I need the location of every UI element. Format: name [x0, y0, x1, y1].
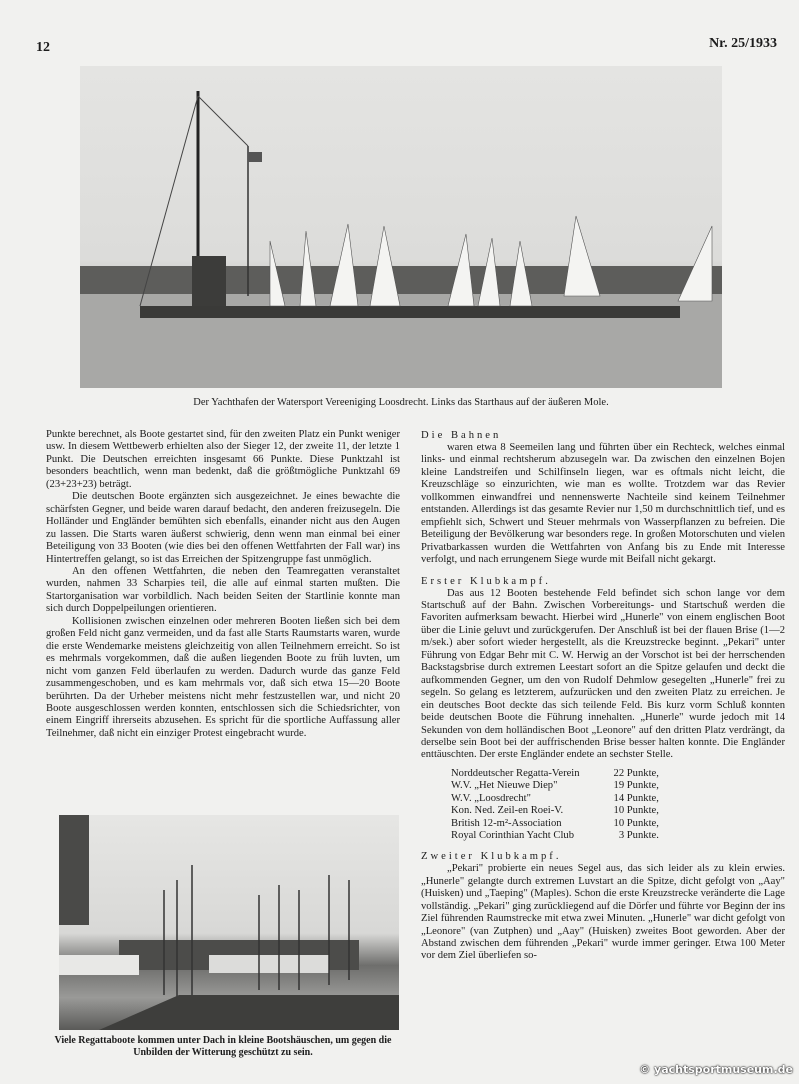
right-column [421, 429, 785, 963]
paragraph: Kollisionen zwischen einzelnen oder mehreren Booten ließen sich bei dem großen Feld nicht ganz vermeiden, und da fast alle Starts Raumstarts waren, wurde die erste Wendemarke meistens gleichzeitig von allen Teilnehmern erreicht. So ist es mehrmals vorgekommen, daß die außen liegenden Boote zu früh luvten, um nicht vom ganzen Feld überlaufen zu werden. Dadurch wurde das ganze Feld zusammengeschoben, und es kam mehrmals vor, daß sich etwa 15—20 Boote berührten. Da der Urheber meistens nicht mehr festzustellen war, und nicht 20 Boote ausgeschlossen werden konnten, entschlossen sich die Schiedsrichter, von einem Eingriff ihrerseits abzusehen. Es spricht für die sportliche Auffassung aller Teilnehmer, daß nicht ein einziger Protest eingebracht wurde. [46, 615, 400, 739]
paragraph: waren etwa 8 Seemeilen lang und führten über ein Rechteck, welches einmal links- und einmal rechtsherum abzusegeln war. Da zwischen den einzelnen Bojen kleine Landstreifen und Schilfinseln liegen, war es oftmals nicht leicht, die Kreuzschläge so einzurichten, wie man es wollte. Trotzdem war das Revier vollkommen einwandfrei und nennenswerte Nachteile sind keinem Teilnehmer entstanden. Allerdings ist das gesamte Revier nur 1,50 m durchschnittlich tief, und es empfiehlt sich, Schwert und Steuer mehrmals von Wasserpflanzen zu befreien. Die Beteiligung der Bevölkerung war besonders rege. In großen Motorschuten und vielen Privatbarkassen wurden die Wettfahrten von Anfang bis zu Ende mit Interesse verfolgt, und nach errungenem Siege wurde mit Beifall nicht gekargt. [421, 442, 785, 566]
club-name: Kon. Ned. Zeil-en Roei-V. [451, 805, 564, 817]
boathouse-photo [59, 815, 399, 1030]
watermark: © yachtsportmuseum.de [639, 1063, 793, 1076]
points: 10 Punkte, [613, 805, 659, 817]
paragraph: Das aus 12 Booten bestehende Feld befindet sich schon lange vor dem Startschuß auf der Bahn. Zwischen Vorbereitungs- und Startschuß werden die Favoriten aufmerksam bewacht. Hierbei wird „Hunerle" von einem englischen Boot über die Linie geluvt und zurückgerufen. Der Anschluß ist bei der flauen Brise (1—2 m/sek.) aber sofort wieder hergestellt, als die Kreuzstrecke beginnt. „Pekari" unter Führung von Edgar Behr mit C. W. Herwig an der Vorschot ist bei der herrschenden Backstagsbrise durch extremen Leestart sofort an die Spitze gelaufen und deckt die aufkommenden Gegner, um den von Rudolf Dehmlow gesegelten „Hunerle" frei zu segeln. So gelang es letzterem, aufzurücken und den zweiten Platz zu erreichen. Je ein deutsches Boot deckte das sich teilende Feld. Bis kurz vorm Schluß konnten beide deutschen Boote die Führung innehalten. „Hunerle" wurde jedoch mit 14 Sekunden von dem holländischen Boot „Leonore" auf den dritten Platz verdrängt, da derselbe sein Boot bei der auffrischenden Brise besser halten konnte. Die Engländer enttäuschten. Der erste Engländer endete an sechster Stelle. [421, 587, 785, 761]
section-heading-zweiter-klubkampf: Zweiter Klubkampf. [421, 851, 562, 863]
boathouse-illustration [59, 815, 399, 1030]
yacht-harbor-illustration [80, 66, 722, 388]
section-heading-die-bahnen: Die Bahnen [421, 430, 502, 441]
page-number: 12 [36, 40, 50, 55]
section-heading-erster-klubkampf: Erster Klubkampf. [421, 575, 551, 587]
results-table [451, 768, 659, 842]
club-name: W.V. „Loosdrecht" [451, 792, 531, 804]
table-row [451, 818, 659, 830]
club-name: Royal Corinthian Yacht Club [451, 829, 575, 841]
paragraph: Punkte berechnet, als Boote gestartet sind, für den zweiten Platz ein Punkt weniger usw. In diesem Wettbewerb erhielten also der Sieger 12, der zweite 11, der letzte 1 Punkt. Die Deutschen erreichten insgesamt 66 Punkte. Diese Punktzahl ist besonders beachtlich, wenn man bedenkt, daß die größtmögliche Punktzahl 69 (23+23+23) beträgt. [46, 429, 400, 490]
points: 19 Punkte, [613, 780, 659, 792]
paragraph: „Pekari" probierte ein neues Segel aus, das sich leider als zu klein erwies. „Hunerle" gelangte durch extremen Luvstart an die Spitze, dicht gefolgt von „Aay" (Huisken) und „Taeping" (Maples). Schon die erste Kreuzstrecke veränderte die Lage vollständig. „Pekari" ging zurückliegend auf die Dörfer und führte vor Beginn der ins Ziel führenden Raumstrecke mit etwa zwei Minuten. „Hunerle" war dicht gefolgt von „Leonore" (van Zutphen) und „Aay" (Huisken) zweites Boot geworden. Aber der Abstand zwischen dem führenden „Pekari" wurde immer geringer. Etwa 100 Meter vor dem Ziel überliefen so- [421, 863, 785, 962]
yacht-harbor-photo [80, 66, 722, 388]
photo-caption-boathouse: Viele Regattaboote kommen unter Dach in kleine Bootshäuschen, um gegen die Unbilden der Witterung geschützt zu sein. [54, 1035, 392, 1058]
table-row [451, 830, 659, 842]
table-row [451, 768, 659, 780]
club-name: British 12-m²-Association [451, 817, 562, 829]
club-name: W.V. „Het Nieuwe Diep" [451, 780, 558, 792]
table-row [451, 780, 659, 792]
club-name: Norddeutscher Regatta-Verein [451, 767, 580, 779]
left-column [46, 429, 400, 740]
issue-number: Nr. 25/1933 [709, 36, 777, 51]
paragraph: An den offenen Wettfahrten, die neben den Teamregatten veranstaltet wurden, nahmen 33 Scharpies teil, die alle auf einmal starten mußten. Die Startorganisation war vorbildlich. Nach beiden Seiten der Startlinie konnte man sich durch Doppelpeilungen orientieren. [46, 565, 400, 615]
points: 3 Punkte. [618, 829, 659, 841]
points: 22 Punkte, [613, 767, 659, 779]
photo-caption-harbor: Der Yachthafen der Watersport Vereeniging Loosdrecht. Links das Starthaus auf der äußeren Mole. [193, 397, 609, 408]
points: 14 Punkte, [613, 792, 659, 804]
points: 10 Punkte, [613, 817, 659, 829]
table-row [451, 793, 659, 805]
paragraph: Die deutschen Boote ergänzten sich ausgezeichnet. Je eines bewachte die schärfsten Gegner, und beide waren darauf bedacht, den anderen freizusegeln. Die Holländer und Engländer bemühten sich ebenfalls, einander nicht aus den Augen zu lassen. Die Starts waren äußerst schwierig, denn wenn man einmal bei einer Beteiligung von 33 Booten (wie dies bei den offenen Wettfahrten der Fall war) ins Hintertreffen gelangt, so ist das Erreichen der Spitzengruppe fast unmöglich. [46, 491, 400, 565]
table-row [451, 805, 659, 817]
